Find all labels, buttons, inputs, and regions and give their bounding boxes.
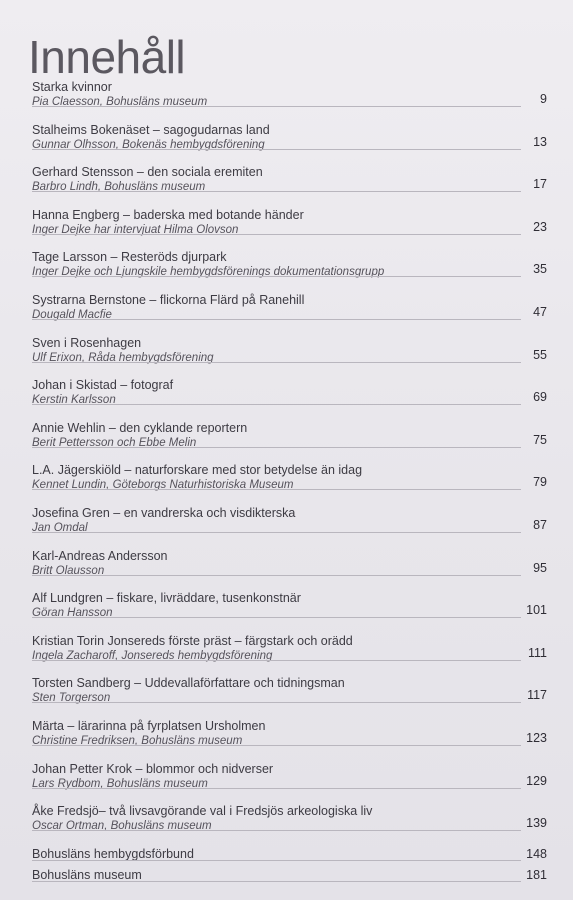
entry-author: Pia Claesson, Bohusläns museum [32,96,208,108]
entry-page-number: 129 [526,773,547,788]
entry-author: Berit Pettersson och Ebbe Melin [32,436,197,449]
entry-page-number: 181 [526,867,547,882]
entry-page-number: 47 [533,304,547,319]
entry-page-number: 75 [533,432,547,447]
entry-author: Oscar Ortman, Bohusläns museum [32,820,212,833]
toc-entry [32,293,547,336]
entry-title: Hanna Engberg – baderska med botande händer [32,207,304,222]
entry-title: Torsten Sandberg – Uddevallaförfattare och tidningsman [32,676,345,691]
entry-page-number: 101 [526,603,547,618]
entry-author: Britt Olausson [32,564,105,577]
entry-page-number: 69 [533,390,547,405]
entry-page-number: 79 [533,475,547,490]
entry-author: Ingela Zacharoff, Jonsereds hembygdsförening [32,649,273,662]
entry-author: Gunnar Olhsson, Bokenäs hembygdsförening [32,138,265,151]
entry-title: Annie Wehlin – den cyklande reportern [32,420,248,435]
leader-line [32,660,521,661]
toc-entry [32,676,547,719]
leader-line [32,149,521,150]
toc-entry [32,208,547,251]
entry-title: Märta – lärarinna på fyrplatsen Ursholmen [32,718,266,733]
leader-line [32,489,521,490]
entry-page-number: 17 [533,177,547,192]
toc-entry [32,336,547,379]
entry-author: Christine Fredriksen, Bohusläns museum [32,734,243,747]
entry-author: Dougald Macfie [32,308,112,321]
entry-title: Karl-Andreas Andersson [32,548,168,563]
entry-title: Systrarna Bernstone – flickorna Flärd på Ranehill [32,292,305,307]
entry-author: Jan Omdal [32,521,88,534]
entry-title: Sven i Rosenhagen [32,335,142,350]
entry-page-number: 87 [533,517,547,532]
leader-line [32,702,521,703]
leader-line [32,788,521,789]
leader-line [32,276,521,277]
entry-page-number: 13 [533,134,547,149]
entry-page-number: 123 [526,730,547,745]
entry-title: Åke Fredsjö– två livsavgörande val i Fredsjös arkeologiska liv [32,804,373,819]
toc-entry [32,719,547,762]
entry-title: Kristian Torin Jonsereds förste präst – färgstark och orädd [32,633,353,648]
entry-author: Ulf Erixon, Råda hembygdsförening [32,351,214,364]
page-title: Innehåll [28,30,186,83]
entry-page-number: 148 [526,846,547,861]
leader-line [32,362,521,363]
entry-page-number: 35 [533,262,547,277]
entry-page-number: 117 [527,688,547,703]
leader-line [32,234,521,235]
entry-page-number: 95 [533,560,547,575]
toc-entry [32,847,547,868]
toc-entry [32,549,547,592]
toc-entry [32,506,547,549]
entry-title: Josefina Gren – en vandrerska och visdikterska [32,505,296,520]
entry-title: Alf Lundgren – fiskare, livräddare, tusenkonstnär [32,591,301,606]
entry-author: Barbro Lindh, Bohusläns museum [32,181,206,194]
entry-author: Sten Torgerson [32,692,111,705]
entry-page-number: 55 [533,347,547,362]
entry-page-number: 9 [540,92,547,106]
leader-line [32,860,521,861]
entry-author: Lars Rydbom, Bohusläns museum [32,777,208,790]
leader-line [32,319,521,320]
toc-entry [32,762,547,805]
entry-title: Johan i Skistad – fotograf [32,378,174,393]
table-of-contents [32,80,547,889]
entry-title: Starka kvinnor [32,80,112,94]
toc-entry [32,378,547,421]
entry-author: Kennet Lundin, Göteborgs Naturhistoriska Museum [32,479,294,492]
leader-line [32,881,521,882]
leader-line [32,532,521,533]
toc-entry [32,123,547,166]
toc-entry [32,250,547,293]
leader-line [32,404,521,405]
leader-line [32,106,521,107]
toc-entry [32,591,547,634]
leader-line [32,191,521,192]
leader-line [32,745,521,746]
entry-author: Göran Hansson [32,607,113,620]
leader-line [32,575,521,576]
toc-entry [32,80,547,123]
toc-entry [32,868,547,889]
entry-author: Inger Dejke och Ljungskile hembygdsförenings dokumentationsgrupp [32,266,385,279]
entry-author: Kerstin Karlsson [32,394,116,407]
entry-title: Tage Larsson – Resteröds djurpark [32,250,227,265]
entry-page-number: 23 [533,219,547,234]
entry-title: Bohusläns hembygdsförbund [32,846,194,861]
leader-line [32,830,521,831]
entry-title: Gerhard Stensson – den sociala eremiten [32,165,263,180]
toc-entry [32,634,547,677]
entry-page-number: 139 [526,816,547,831]
toc-entry [32,421,547,464]
toc-entry [32,804,547,847]
entry-author: Inger Dejke har intervjuat Hilma Olovson [32,223,239,236]
toc-entry [32,165,547,208]
entry-title: Stalheims Bokenäset – sagogudarnas land [32,122,270,137]
leader-line [32,617,521,618]
entry-page-number: 111 [527,645,547,660]
entry-title: Bohusläns museum [32,867,142,882]
entry-title: L.A. Jägerskiöld – naturforskare med stor betydelse än idag [32,463,363,478]
entry-title: Johan Petter Krok – blommor och nidverser [32,761,274,776]
leader-line [32,447,521,448]
toc-entry [32,463,547,506]
